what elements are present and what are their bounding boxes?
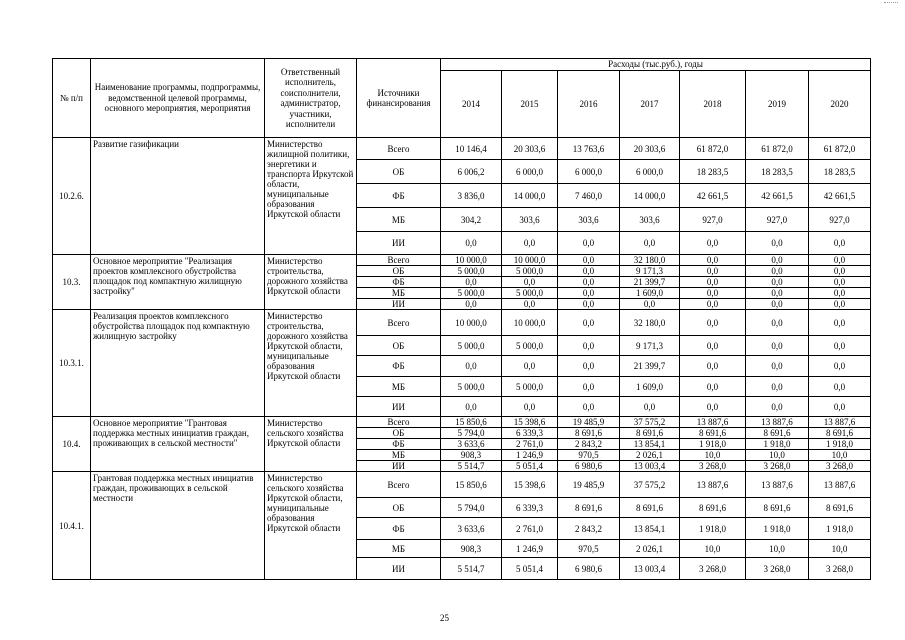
expense-value: 303,6	[558, 208, 620, 232]
expense-value: 1 918,0	[809, 518, 871, 540]
funding-source: ИИ	[357, 397, 441, 417]
expense-value: 1 609,0	[620, 377, 680, 397]
scan-artifact	[884, 2, 898, 5]
funding-source: Всего	[357, 310, 441, 336]
table-row	[53, 310, 871, 336]
expense-value: 0,0	[680, 299, 746, 310]
expense-value: 13 887,6	[809, 417, 871, 428]
expense-value: 61 872,0	[809, 138, 871, 160]
expense-value: 0,0	[502, 299, 558, 310]
expense-value: 42 661,5	[746, 184, 809, 208]
expense-value: 1 918,0	[809, 439, 871, 450]
expense-value: 8 691,6	[809, 498, 871, 518]
expense-value: 1 918,0	[746, 518, 809, 540]
expense-value: 15 850,6	[441, 417, 502, 428]
expense-value: 21 399,7	[620, 356, 680, 377]
expense-value: 1 246,9	[502, 540, 558, 558]
expense-value: 6 000,0	[620, 160, 680, 184]
expense-value: 13 763,6	[558, 138, 620, 160]
expense-value: 8 691,6	[680, 498, 746, 518]
expense-value: 13 887,6	[746, 417, 809, 428]
expense-value: 2 026,1	[620, 540, 680, 558]
expense-value: 0,0	[746, 277, 809, 288]
expense-value: 0,0	[558, 356, 620, 377]
expense-value: 5 000,0	[441, 266, 502, 277]
funding-source: ИИ	[357, 558, 441, 580]
funding-source: ИИ	[357, 299, 441, 310]
expense-value: 0,0	[558, 336, 620, 356]
expense-value: 10,0	[809, 540, 871, 558]
expense-value: 5 000,0	[502, 377, 558, 397]
expense-value: 18 283,5	[680, 160, 746, 184]
expense-value: 5 051,4	[502, 461, 558, 472]
expense-value: 10,0	[746, 540, 809, 558]
expense-value: 0,0	[809, 377, 871, 397]
expense-value: 0,0	[680, 277, 746, 288]
expense-value: 2 843,2	[558, 518, 620, 540]
funding-source: ИИ	[357, 461, 441, 472]
expense-value: 13 887,6	[746, 472, 809, 498]
expense-value: 1 246,9	[502, 450, 558, 461]
funding-source: ОБ	[357, 498, 441, 518]
program-name: Реализация проектов комплексного обустройства площадок под компактную жилищную застройку	[91, 310, 265, 417]
funding-source: МБ	[357, 540, 441, 558]
expense-value: 0,0	[746, 356, 809, 377]
expense-value: 18 283,5	[809, 160, 871, 184]
expense-value: 0,0	[558, 266, 620, 277]
expense-value: 0,0	[558, 277, 620, 288]
expense-value: 0,0	[620, 299, 680, 310]
expense-value: 19 485,9	[558, 472, 620, 498]
expense-value: 6 980,6	[558, 461, 620, 472]
expense-value: 6 339,3	[502, 428, 558, 439]
funding-source: ОБ	[357, 336, 441, 356]
header-responsible: Ответственный исполнитель, соисполнители, администратор, участники, исполнители	[265, 59, 357, 138]
expense-value: 0,0	[441, 299, 502, 310]
expense-value: 18 283,5	[746, 160, 809, 184]
expense-value: 5 000,0	[441, 377, 502, 397]
expense-value: 0,0	[558, 288, 620, 299]
row-number: 10.3.1.	[53, 310, 91, 417]
expense-value: 5 000,0	[502, 288, 558, 299]
funding-source: Всего	[357, 472, 441, 498]
expense-value: 0,0	[809, 232, 871, 255]
expense-value: 0,0	[746, 397, 809, 417]
header-year: 2019	[746, 71, 809, 138]
header-year: 2017	[620, 71, 680, 138]
header-year: 2018	[680, 71, 746, 138]
expense-value: 3 268,0	[809, 461, 871, 472]
page-number: 25	[440, 613, 449, 623]
funding-source: Всего	[357, 417, 441, 428]
expense-value: 6 980,6	[558, 558, 620, 580]
expense-value: 927,0	[680, 208, 746, 232]
expense-value: 0,0	[809, 299, 871, 310]
expense-value: 5 794,0	[441, 498, 502, 518]
expense-value: 303,6	[620, 208, 680, 232]
expense-value: 6 000,0	[502, 160, 558, 184]
expense-value: 13 003,4	[620, 558, 680, 580]
expense-value: 21 399,7	[620, 277, 680, 288]
expense-value: 8 691,6	[680, 428, 746, 439]
expenses-table	[52, 58, 871, 580]
expense-value: 304,2	[441, 208, 502, 232]
expense-value: 0,0	[558, 377, 620, 397]
expense-value: 10,0	[680, 450, 746, 461]
expense-value: 3 268,0	[746, 558, 809, 580]
expense-value: 20 303,6	[502, 138, 558, 160]
funding-source: ИИ	[357, 232, 441, 255]
expense-value: 32 180,0	[620, 255, 680, 266]
expense-value: 32 180,0	[620, 310, 680, 336]
funding-source: МБ	[357, 208, 441, 232]
expense-value: 0,0	[558, 397, 620, 417]
expense-value: 0,0	[680, 377, 746, 397]
expense-value: 10 000,0	[502, 255, 558, 266]
expense-value: 908,3	[441, 450, 502, 461]
expense-value: 2 026,1	[620, 450, 680, 461]
table-row	[53, 472, 871, 498]
expense-value: 8 691,6	[746, 498, 809, 518]
expense-value: 970,5	[558, 540, 620, 558]
expense-value: 0,0	[746, 310, 809, 336]
row-number: 10.3.	[53, 255, 91, 310]
expense-value: 0,0	[502, 356, 558, 377]
expense-value: 0,0	[558, 255, 620, 266]
expense-value: 8 691,6	[620, 428, 680, 439]
expense-value: 37 575,2	[620, 472, 680, 498]
expense-value: 303,6	[502, 208, 558, 232]
expense-value: 10,0	[809, 450, 871, 461]
table-row	[53, 417, 871, 428]
expense-value: 3 633,6	[441, 518, 502, 540]
expense-value: 13 003,4	[620, 461, 680, 472]
row-number: 10.2.6.	[53, 138, 91, 255]
expense-value: 10 000,0	[502, 310, 558, 336]
program-name: Развитие газификации	[91, 138, 265, 255]
expense-value: 2 761,0	[502, 439, 558, 450]
expense-value: 9 171,3	[620, 336, 680, 356]
funding-source: МБ	[357, 450, 441, 461]
expense-value: 61 872,0	[680, 138, 746, 160]
expense-value: 5 514,7	[441, 461, 502, 472]
funding-source: ФБ	[357, 184, 441, 208]
expense-value: 0,0	[809, 266, 871, 277]
funding-source: ФБ	[357, 439, 441, 450]
expense-value: 5 000,0	[441, 288, 502, 299]
expense-value: 0,0	[441, 232, 502, 255]
expense-value: 5 000,0	[441, 336, 502, 356]
expense-value: 0,0	[746, 377, 809, 397]
expense-value: 0,0	[809, 277, 871, 288]
expense-value: 0,0	[809, 397, 871, 417]
program-name: Грантовая поддержка местных инициатив граждан, проживающих в сельской местности	[91, 472, 265, 580]
expense-value: 3 268,0	[809, 558, 871, 580]
expense-value: 908,3	[441, 540, 502, 558]
table-row	[53, 255, 871, 266]
expense-value: 0,0	[558, 232, 620, 255]
expense-value: 0,0	[680, 255, 746, 266]
funding-source: Всего	[357, 138, 441, 160]
expense-value: 0,0	[746, 232, 809, 255]
expense-value: 19 485,9	[558, 417, 620, 428]
expense-value: 14 000,0	[502, 184, 558, 208]
expense-value: 0,0	[441, 356, 502, 377]
expense-value: 15 398,6	[502, 472, 558, 498]
expense-value: 0,0	[680, 397, 746, 417]
header-num: № п/п	[53, 59, 91, 138]
expense-value: 8 691,6	[620, 498, 680, 518]
expense-value: 0,0	[680, 336, 746, 356]
expense-value: 15 850,6	[441, 472, 502, 498]
expense-value: 20 303,6	[620, 138, 680, 160]
expense-value: 0,0	[746, 336, 809, 356]
expense-value: 0,0	[620, 232, 680, 255]
expense-value: 10 000,0	[441, 255, 502, 266]
expense-value: 3 836,0	[441, 184, 502, 208]
expense-value: 0,0	[502, 397, 558, 417]
expense-value: 0,0	[680, 310, 746, 336]
expense-value: 0,0	[680, 232, 746, 255]
responsible-executor: Министерство строительства, дорожного хозяйства Иркутской области, муниципальные образования Иркутской области	[265, 310, 357, 417]
expense-value: 15 398,6	[502, 417, 558, 428]
header-year: 2016	[558, 71, 620, 138]
responsible-executor: Министерство строительства, дорожного хозяйства Иркутской области	[265, 255, 357, 310]
expense-value: 1 918,0	[746, 439, 809, 450]
expense-value: 13 887,6	[680, 472, 746, 498]
funding-source: Всего	[357, 255, 441, 266]
table-row	[53, 138, 871, 160]
expense-value: 0,0	[558, 299, 620, 310]
expense-value: 13 854,1	[620, 518, 680, 540]
expense-value: 970,5	[558, 450, 620, 461]
expense-value: 10,0	[680, 540, 746, 558]
expense-value: 14 000,0	[620, 184, 680, 208]
expense-value: 8 691,6	[746, 428, 809, 439]
expense-value: 3 633,6	[441, 439, 502, 450]
funding-source: ФБ	[357, 277, 441, 288]
funding-source: ОБ	[357, 428, 441, 439]
expense-value: 1 918,0	[680, 439, 746, 450]
expense-value: 0,0	[680, 288, 746, 299]
expense-value: 61 872,0	[746, 138, 809, 160]
expense-value: 2 843,2	[558, 439, 620, 450]
expense-value: 0,0	[620, 397, 680, 417]
expense-value: 927,0	[809, 208, 871, 232]
funding-source: МБ	[357, 377, 441, 397]
expense-value: 7 460,0	[558, 184, 620, 208]
expense-value: 10 000,0	[441, 310, 502, 336]
expense-value: 6 000,0	[558, 160, 620, 184]
header-source: Источники финансирования	[357, 59, 441, 138]
expense-value: 0,0	[441, 397, 502, 417]
expense-value: 0,0	[746, 299, 809, 310]
expense-value: 0,0	[809, 356, 871, 377]
header-year: 2020	[809, 71, 871, 138]
expense-value: 0,0	[502, 232, 558, 255]
header-expenses: Расходы (тыс.руб.), годы	[441, 59, 871, 71]
expense-value: 9 171,3	[620, 266, 680, 277]
expense-value: 3 268,0	[680, 461, 746, 472]
expense-value: 1 918,0	[680, 518, 746, 540]
expense-value: 8 691,6	[558, 428, 620, 439]
expense-value: 13 887,6	[680, 417, 746, 428]
expense-value: 0,0	[809, 255, 871, 266]
expense-value: 42 661,5	[809, 184, 871, 208]
expense-value: 5 051,4	[502, 558, 558, 580]
expense-value: 0,0	[746, 288, 809, 299]
expense-value: 0,0	[746, 266, 809, 277]
expense-value: 5 000,0	[502, 266, 558, 277]
expense-value: 0,0	[558, 310, 620, 336]
expense-value: 13 854,1	[620, 439, 680, 450]
expense-value: 10,0	[746, 450, 809, 461]
expense-value: 6 339,3	[502, 498, 558, 518]
funding-source: ОБ	[357, 160, 441, 184]
header-year: 2014	[441, 71, 502, 138]
header-year: 2015	[502, 71, 558, 138]
expense-value: 0,0	[680, 356, 746, 377]
expense-value: 2 761,0	[502, 518, 558, 540]
expense-value: 0,0	[746, 255, 809, 266]
expense-value: 6 006,2	[441, 160, 502, 184]
funding-source: ФБ	[357, 356, 441, 377]
header-name: Наименование программы, подпрограммы, ведомственной целевой программы, основного мероприятия, мероприятия	[91, 59, 265, 138]
row-number: 10.4.	[53, 417, 91, 472]
expense-value: 37 575,2	[620, 417, 680, 428]
expense-value: 0,0	[809, 310, 871, 336]
expense-value: 0,0	[809, 288, 871, 299]
expense-value: 0,0	[680, 266, 746, 277]
funding-source: ОБ	[357, 266, 441, 277]
expense-value: 42 661,5	[680, 184, 746, 208]
expense-value: 3 268,0	[680, 558, 746, 580]
expense-value: 8 691,6	[809, 428, 871, 439]
expense-value: 5 794,0	[441, 428, 502, 439]
expense-value: 1 609,0	[620, 288, 680, 299]
expense-value: 8 691,6	[558, 498, 620, 518]
expense-value: 13 887,6	[809, 472, 871, 498]
expense-value: 0,0	[502, 277, 558, 288]
expense-value: 0,0	[441, 277, 502, 288]
responsible-executor: Министерство сельского хозяйства Иркутской области	[265, 417, 357, 472]
program-name: Основное мероприятие "Грантовая поддержка местных инициатив граждан, проживающих в сельской местности"	[91, 417, 265, 472]
funding-source: ФБ	[357, 518, 441, 540]
expense-value: 10 146,4	[441, 138, 502, 160]
responsible-executor: Министерство сельского хозяйства Иркутской области, муниципальные образования Иркутской области	[265, 472, 357, 580]
row-number: 10.4.1.	[53, 472, 91, 580]
expense-value: 5 514,7	[441, 558, 502, 580]
program-name: Основное мероприятие "Реализация проектов комплексного обустройства площадок под компактную жилищную застройку"	[91, 255, 265, 310]
expense-value: 3 268,0	[746, 461, 809, 472]
expense-value: 927,0	[746, 208, 809, 232]
expense-value: 5 000,0	[502, 336, 558, 356]
funding-source: МБ	[357, 288, 441, 299]
responsible-executor: Министерство жилищной политики, энергетики и транспорта Иркутской области, муниципальные образования Иркутской области	[265, 138, 357, 255]
expense-value: 0,0	[809, 336, 871, 356]
